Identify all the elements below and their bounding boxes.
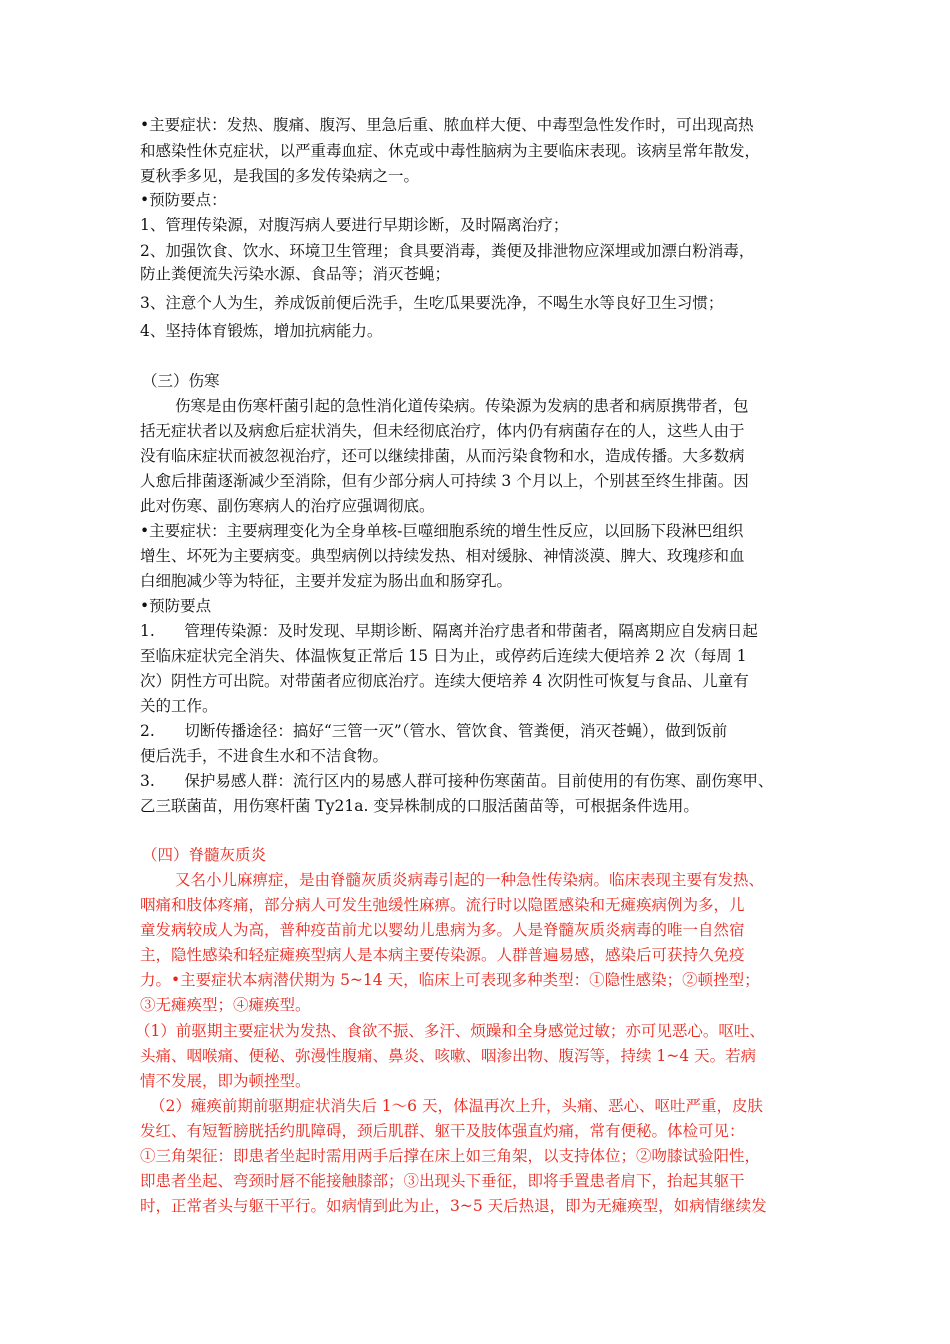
typhoid-intro-line: 人愈后排菌逐渐减少至消除，但有少部分病人可持续 3 个月以上，个别甚至终生排菌。因 — [140, 472, 749, 490]
typhoid-prevention-line: 3. 保护易感人群：流行区内的易感人群可接种伤寒菌苗。目前使用的有伤寒、副伤寒甲、 — [140, 772, 774, 790]
typhoid-intro-line: 伤寒是由伤寒杆菌引起的急性消化道传染病。传染源为发病的患者和病原携带者，包 — [175, 397, 749, 415]
typhoid-prevention-line: 次）阴性方可出院。对带菌者应彻底治疗。连续大便培养 4 次阴性可恢复与食品、儿童有 — [140, 672, 749, 690]
typhoid-prevention-line: 便后洗手，不进食生水和不洁食物。 — [140, 747, 389, 765]
typhoid-prevention-line: 1. 管理传染源：及时发现、早期诊断、隔离并治疗患者和带菌者，隔离期应自发病日起 — [140, 622, 758, 640]
typhoid-symptoms-line: 增生、坏死为主要病变。典型病例以持续发热、相对缓脉、神情淡漠、脾大、玫瑰疹和血 — [140, 547, 745, 565]
dysentery-prevention-line: 3、注意个人为生，养成饭前便后洗手，生吃瓜果要洗净，不喝生水等良好卫生习惯； — [140, 294, 724, 312]
polio-intro-line: 咽痛和肢体疼痛，部分病人可发生弛缓性麻痹。流行时以隐匿感染和无瘫痪病例为多，儿 — [140, 896, 745, 914]
dysentery-prevention-line: 防止粪便流失污染水源、食品等；消灭苍蝇； — [140, 265, 451, 283]
polio-intro-line: 童发病较成人为高，普种疫苗前尤以婴幼儿患病为多。人是脊髓灰质炎病毒的唯一自然宿 — [140, 921, 745, 939]
dysentery-prevention-line: 4、坚持体育锻炼，增加抗病能力。 — [140, 322, 383, 340]
polio-preparalytic-line: 发红、有短暂膀胱括约肌障碍，颈后肌群、躯干及肢体强直灼痛，常有便秘。体检可见： — [140, 1122, 745, 1140]
typhoid-intro-line: 没有临床症状而被忽视治疗，还可以继续排菌，从而污染食物和水，造成传播。大多数病 — [140, 447, 745, 465]
typhoid-prevention-line: 2. 切断传播途径：搞好“三管一灭”（管水、管饮食、管粪便，消灭苍蝇），做到饭前 — [140, 722, 728, 740]
dysentery-symptoms-line: •主要症状：发热、腹痛、腹泻、里急后重、脓血样大便、中毒型急性发作时，可出现高热 — [140, 116, 754, 134]
polio-preparalytic-line: （2）瘫痪前期前驱期症状消失后 1〜6 天，体温再次上升，头痛、恶心、呕吐严重，皮肤 — [150, 1097, 763, 1115]
polio-prodromal-line: （1）前驱期主要症状为发热、食欲不振、多汗、烦躁和全身感觉过敏；亦可见恶心。呕吐、 — [135, 1022, 765, 1040]
typhoid-prevention-line: 至临床症状完全消失、体温恢复正常后 15 日为止，或停药后连续大便培养 2 次（每周 1 — [140, 647, 747, 665]
polio-title: （四）脊髓灰质炎 — [142, 846, 267, 864]
polio-prodromal-line: 头痛、咽喉痛、便秘、弥漫性腹痛、鼻炎、咳嗽、咽渗出物、腹泻等，持续 1~4 天。若病 — [140, 1047, 757, 1065]
typhoid-intro-line: 括无症状者以及病愈后症状消失，但未经彻底治疗，体内仍有病菌存在的人，这些人由于 — [140, 422, 745, 440]
typhoid-symptoms-line: •主要症状：主要病理变化为全身单核-巨噬细胞系统的增生性反应，以回肠下段淋巴组织 — [140, 522, 744, 540]
polio-intro-line: ③无瘫痪型；④瘫痪型。 — [140, 996, 311, 1014]
dysentery-prevention-line: 2、加强饮食、饮水、环境卫生管理；食具要消毒，粪便及排泄物应深埋或加漂白粉消毒， — [140, 242, 755, 260]
dysentery-symptoms-line: 夏秋季多见，是我国的多发传染病之一。 — [140, 167, 420, 185]
typhoid-prevention-line: 关的工作。 — [140, 697, 218, 715]
dysentery-prevention-heading: •预防要点： — [140, 191, 227, 209]
polio-intro-line: 力。•主要症状本病潜伏期为 5~14 天，临床上可表现多种类型：①隐性感染；②顿挫型； — [140, 971, 760, 989]
polio-intro-line: 又名小儿麻痹症，是由脊髓灰质炎病毒引起的一种急性传染病。临床表现主要有发热、 — [175, 871, 765, 889]
typhoid-title: （三）伤寒 — [142, 372, 220, 390]
polio-preparalytic-line: 时，正常者头与躯干平行。如病情到此为止，3~5 天后热退，即为无瘫痪型，如病情继续发 — [140, 1197, 767, 1215]
polio-preparalytic-line: ①三角架征：即患者坐起时需用两手后撑在床上如三角架，以支持体位；②吻膝试验阳性， — [140, 1147, 761, 1165]
polio-preparalytic-line: 即患者坐起、弯颈时唇不能接触膝部；③出现头下垂征，即将手置患者肩下，抬起其躯干 — [140, 1172, 745, 1190]
dysentery-symptoms-line: 和感染性休克症状，以严重毒血症、休克或中毒性脑病为主要临床表现。该病呈常年散发， — [140, 142, 761, 160]
typhoid-intro-line: 此对伤寒、副伤寒病人的治疗应强调彻底。 — [140, 497, 435, 515]
dysentery-prevention-line: 1、管理传染源，对腹泻病人要进行早期诊断，及时隔离治疗； — [140, 216, 569, 234]
polio-intro-line: 主，隐性感染和轻症瘫痪型病人是本病主要传染源。人群普遍易感，感染后可获持久免疫 — [140, 946, 745, 964]
polio-prodromal-line: 情不发展，即为顿挫型。 — [140, 1072, 311, 1090]
typhoid-prevention-heading: •预防要点 — [140, 597, 212, 615]
typhoid-symptoms-line: 白细胞减少等为特征，主要并发症为肠出血和肠穿孔。 — [140, 572, 513, 590]
typhoid-prevention-line: 乙三联菌苗，用伤寒杆菌 Ty21a. 变异株制成的口服活菌苗等，可根据条件选用。 — [140, 797, 699, 815]
